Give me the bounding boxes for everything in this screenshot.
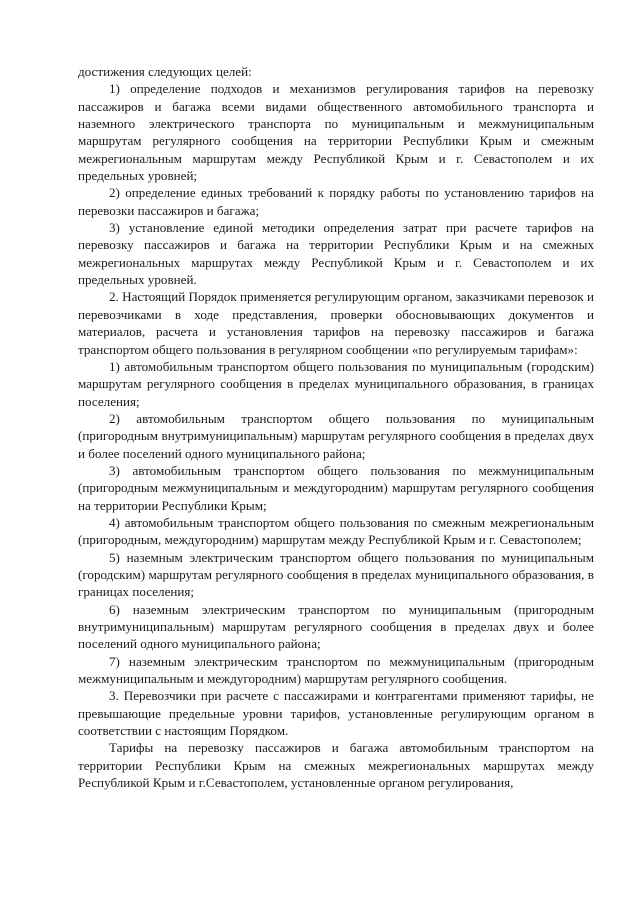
paragraph-item-5: 5) наземным электрическим транспортом общего пользования по муниципальным (городским) маршрутам регулярного сообщения в пределах муниципального образования, в границах поселения; [78,549,594,600]
paragraph-item-6: 6) наземным электрическим транспортом по муниципальным (пригородным внутримуниципальным) маршрутам регулярного сообщения в пределах двух и более поселений одного муниципального района; [78,601,594,652]
paragraph-item-3: 3) автомобильным транспортом общего пользования по межмуниципальным (пригородным межмуниципальным и междугородним) маршрутам регулярного сообщения на территории Республики Крым; [78,462,594,513]
paragraph-tariffs: Тарифы на перевозку пассажиров и багажа автомобильным транспортом на территории Республики Крым на смежных межрегиональных маршрутах между Республикой Крым и г.Севастополем, установленные органом регулирования, [78,740,594,791]
paragraph-goal-3: 3) установление единой методики определения затрат при расчете тарифов на перевозку пассажиров и багажа на территории Республики Крым и на смежных межрегиональных маршрутах между Республикой Крым и г. Севастополем и их предельных уровней. [78,220,594,288]
paragraph-intro: достижения следующих целей: [78,64,252,79]
paragraph-goal-2: 2) определение единых требований к порядку работы по установлению тарифов на перевозки пассажиров и багажа; [78,185,594,218]
paragraph-goal-1: 1) определение подходов и механизмов регулирования тарифов на перевозку пассажиров и багажа всеми видами общественного автомобильного транспорта и наземного электрического транспорта по муниципальным и межмуниципальным маршрутам регулярного сообщения на территории Республики Крым и смежным межрегиональным маршрутам между Республикой Крым и г. Севастополем и их предельных уровней; [78,81,594,184]
paragraph-item-1: 1) автомобильным транспортом общего пользования по муниципальным (городским) маршрутам регулярного сообщения в пределах муниципального образования, в границах поселения; [78,358,594,409]
document-body [78,63,594,791]
paragraph-section-3: 3. Перевозчики при расчете с пассажирами и контрагентами применяют тарифы, не превышающие предельные уровни тарифов, установленные регулирующим органом в соответствии с настоящим Порядком. [78,688,594,739]
paragraph-item-4: 4) автомобильным транспортом общего пользования по смежным межрегиональным (пригородным, междугородним) маршрутам между Республикой Крым и г. Севастополем; [78,514,594,548]
paragraph-item-2: 2) автомобильным транспортом общего пользования по муниципальным (пригородным внутримуниципальным) маршрутам регулярного сообщения в пределах двух и более поселений одного муниципального района; [78,410,594,461]
paragraph-item-7: 7) наземным электрическим транспортом по межмуниципальным (пригородным межмуниципальным и междугородним) маршрутам регулярного сообщения. [78,653,594,687]
paragraph-section-2: 2. Настоящий Порядок применяется регулирующим органом, заказчиками перевозок и перевозчиками в ходе представления, проверки обосновывающих документов и материалов, расчета и установления тарифов на перевозку пассажиров и багажа транспортом общего пользования в регулярном сообщении «по регулируемым тарифам»: [78,289,594,357]
